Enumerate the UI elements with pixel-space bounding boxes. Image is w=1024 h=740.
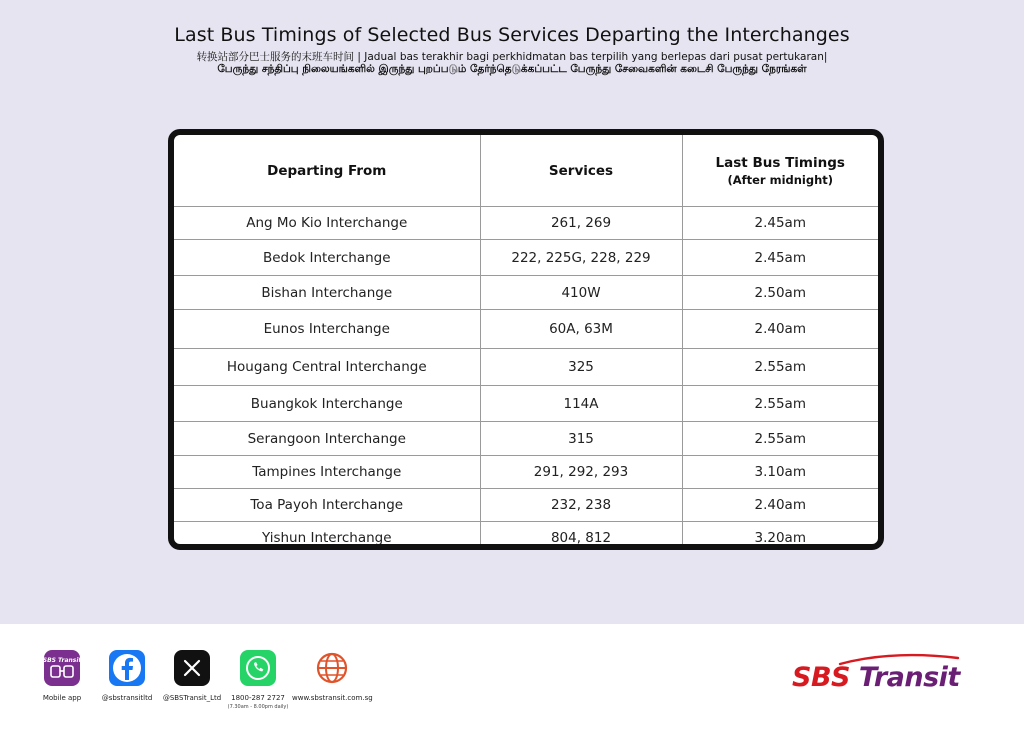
- header-services: Services: [480, 135, 682, 207]
- table-header-row: [174, 135, 878, 207]
- facebook-label: @sbstransitltd: [101, 694, 153, 702]
- website-label: www.sbstransit.com.sg: [292, 694, 373, 702]
- globe-icon: [314, 650, 350, 686]
- cell-services: 325: [480, 349, 682, 386]
- cell-last-bus-time: 2.55am: [682, 386, 878, 422]
- cell-services: 232, 238: [480, 489, 682, 522]
- table-row: [174, 240, 878, 276]
- subtitle-tamil: பேருந்து சந்திப்பு நிலையங்களில் இருந்து புறப்படும் தேர்ந்தெடுக்கப்பட்ட பேருந்து சேவைகளின் கடைசி பேருந்து நேரங்கள்: [217, 63, 807, 75]
- table-row: [174, 349, 878, 386]
- page-title: Last Bus Timings of Selected Bus Services Departing the Interchanges: [174, 24, 850, 46]
- cell-departing-from: Eunos Interchange: [174, 310, 480, 349]
- cell-departing-from: Toa Payoh Interchange: [174, 489, 480, 522]
- subtitle-chinese-malay: 转换站部分巴士服务的末班车时间 | Jadual bas terakhir bagi perkhidmatan bas terpilih yang berlepas dari pusat pertukaran|: [196, 51, 828, 63]
- facebook-icon: [109, 650, 145, 686]
- table-row: [174, 207, 878, 240]
- cell-last-bus-time: 2.45am: [682, 207, 878, 240]
- phone-label: 1800-287 2727: [231, 694, 285, 702]
- cell-services: 261, 269: [480, 207, 682, 240]
- mobile-app-label: Mobile app: [42, 694, 82, 702]
- cell-departing-from: Buangkok Interchange: [174, 386, 480, 422]
- header-departing-from: Departing From: [174, 135, 480, 207]
- table-row: [174, 310, 878, 349]
- x-label: @SBSTransit_Ltd: [162, 694, 222, 702]
- cell-last-bus-time: 2.40am: [682, 489, 878, 522]
- sbs-transit-app-icon: SBS Transit: [44, 650, 80, 686]
- phone-link[interactable]: [218, 650, 298, 710]
- cell-last-bus-time: 2.45am: [682, 240, 878, 276]
- logo-sbs: SBS: [792, 662, 850, 693]
- cell-services: 222, 225G, 228, 229: [480, 240, 682, 276]
- timings-table: [174, 135, 878, 550]
- table-row: [174, 276, 878, 310]
- cell-departing-from: Tampines Interchange: [174, 456, 480, 489]
- cell-services: 804, 812: [480, 522, 682, 551]
- x-icon: [174, 650, 210, 686]
- cell-departing-from: Bishan Interchange: [174, 276, 480, 310]
- timings-table-frame: [168, 129, 884, 550]
- cell-last-bus-time: 2.55am: [682, 349, 878, 386]
- table-row: [174, 422, 878, 456]
- cell-last-bus-time: 3.10am: [682, 456, 878, 489]
- cell-services: 114A: [480, 386, 682, 422]
- table-row: [174, 456, 878, 489]
- cell-services: 291, 292, 293: [480, 456, 682, 489]
- cell-last-bus-time: 2.55am: [682, 422, 878, 456]
- table-row: [174, 386, 878, 422]
- cell-last-bus-time: 3.20am: [682, 522, 878, 551]
- cell-departing-from: Ang Mo Kio Interchange: [174, 207, 480, 240]
- cell-services: 410W: [480, 276, 682, 310]
- header-last-bus-title: Last Bus Timings: [715, 154, 845, 171]
- website-link[interactable]: [292, 650, 372, 702]
- logo-text: [792, 662, 960, 693]
- logo-transit: Transit: [858, 662, 960, 693]
- cell-departing-from: Hougang Central Interchange: [174, 349, 480, 386]
- header-last-bus-subtitle: (After midnight): [727, 172, 834, 187]
- table-row: [174, 522, 878, 551]
- cell-departing-from: Yishun Interchange: [174, 522, 480, 551]
- cell-departing-from: Bedok Interchange: [174, 240, 480, 276]
- phone-hours: (7.30am - 8.00pm daily): [227, 704, 289, 710]
- cell-last-bus-time: 2.40am: [682, 310, 878, 349]
- cell-departing-from: Serangoon Interchange: [174, 422, 480, 456]
- cell-services: 315: [480, 422, 682, 456]
- header-last-bus: [682, 135, 878, 207]
- sbs-transit-logo: [792, 648, 972, 698]
- table-row: [174, 489, 878, 522]
- cell-last-bus-time: 2.50am: [682, 276, 878, 310]
- phone-icon: [240, 650, 276, 686]
- cell-services: 60A, 63M: [480, 310, 682, 349]
